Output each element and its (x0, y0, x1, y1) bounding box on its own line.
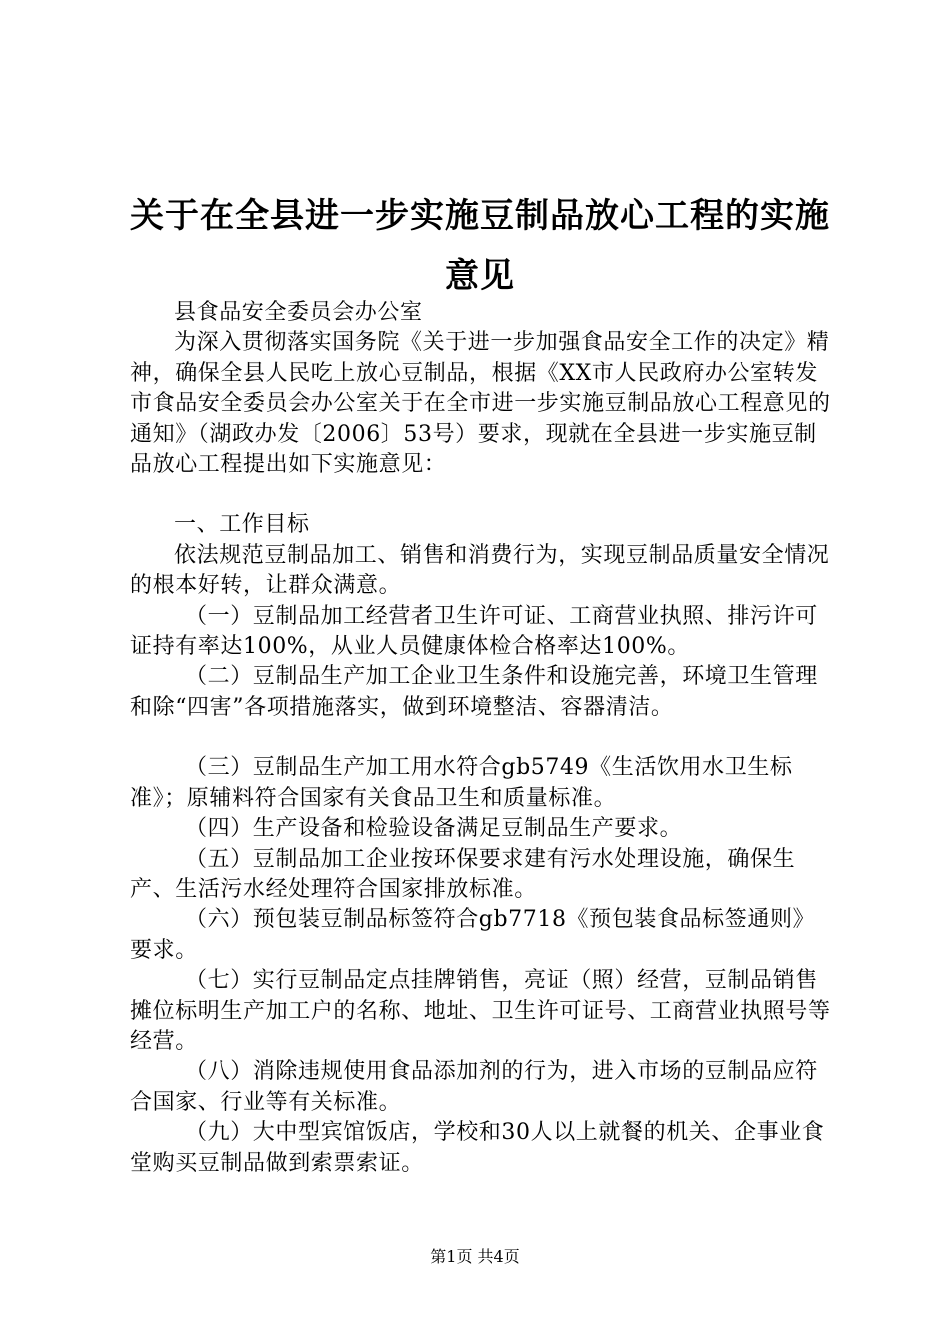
section-heading: 一、工作目标 (174, 512, 310, 538)
list-item: （五）豆制品加工企业按环保要求建有污水处理设施，确保生产、生活污水经处理符合国家排放标准。 (130, 846, 796, 902)
intro-paragraph: 为深入贯彻落实国务院《关于进一步加强食品安全工作的决定》精神，确保全县人民吃上放心豆制品，根据《XX市人民政府办公室转发市食品安全委员会办公室关于在全市进一步实施豆制品放心工程意见的通知》（湖政办发〔2006〕53号）要求，现就在全县进一步实施豆制品放心工程提出如下实施意见： (130, 330, 831, 478)
document-title-line-2: 意见 (445, 256, 515, 296)
page-number-footer: 第1页 共4页 (430, 1247, 520, 1266)
list-item: （三）豆制品生产加工用水符合gb5749《生活饮用水卫生标准》；原辅料符合国家有关食品卫生和质量标准。 (130, 755, 793, 811)
list-item: （四）生产设备和检验设备满足豆制品生产要求。 (185, 816, 683, 842)
list-item: （九）大中型宾馆饭店，学校和30人以上就餐的机关、企事业食堂购买豆制品做到索票索证。 (130, 1120, 825, 1176)
list-item: （八）消除违规使用食品添加剂的行为，进入市场的豆制品应符合国家、行业等有关标准。 (130, 1059, 818, 1115)
list-item: （二）豆制品生产加工企业卫生条件和设施完善，环境卫生管理和除“四害”各项措施落实，做到环境整洁、容器清洁。 (130, 664, 818, 720)
list-item: （六）预包装豆制品标签符合gb7718《预包装食品标签通则》要求。 (130, 907, 816, 963)
document-body (130, 298, 834, 1179)
list-item: （七）实行豆制品定点挂牌销售，亮证（照）经营，豆制品销售摊位标明生产加工户的名称、地址、卫生许可证号、工商营业执照号等经营。 (130, 968, 831, 1054)
list-item: （一）豆制品加工经营者卫生许可证、工商营业执照、排污许可证持有率达100%，从业人员健康体检合格率达100%。 (130, 603, 818, 660)
document-title-line-1: 关于在全县进一步实施豆制品放心工程的实施 (130, 196, 830, 236)
issuer: 县食品安全委员会办公室 (174, 300, 423, 325)
section-paragraph: 依法规范豆制品加工、销售和消费行为，实现豆制品质量安全情况的根本好转，让群众满意。 (130, 542, 830, 599)
